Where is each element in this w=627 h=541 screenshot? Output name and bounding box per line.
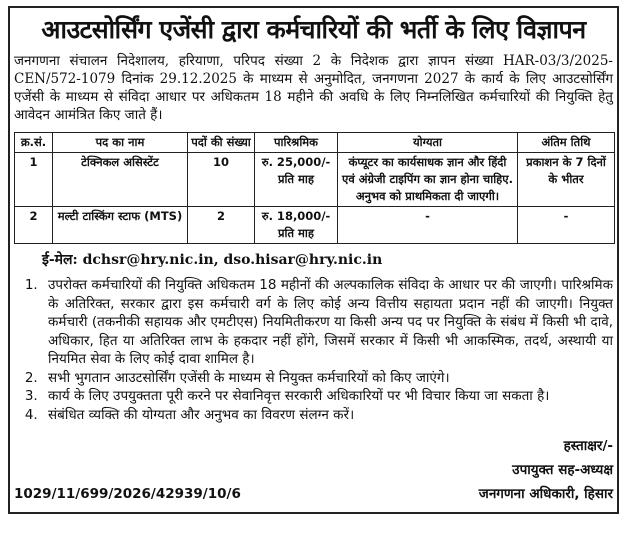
signature-designation: उपायुक्त सह-अध्यक्ष [512,462,613,478]
header-last-date: अंतिम तिथि [518,133,615,153]
signature-signed: हस्ताक्षर/- [563,438,613,454]
list-item: 2. सभी भुगतान आउटसोर्सिंग एजेंसी के माध्यम से नियुक्त कर्मचारियों को किए जाएंगे। [42,369,613,388]
contact-email: ई-मेल: dchsr@hry.nic.in, dso.hisar@hry.nic.in [42,252,383,268]
cell-post-count: 2 [188,207,255,244]
header-salary: पारिश्रमिक [255,133,338,153]
reference-code: 1029/11/699/2026/42939/10/6 [14,486,241,502]
list-item: 3. कार्य के लिए उपयुक्तता पूरी करने पर सेवानिवृत्त सरकारी अधिकारियों पर भी विचार किया जा सकता है। [42,387,613,406]
cell-qualification: कंप्यूटर का कार्यसाधक ज्ञान और हिंदी एवं अंग्रेजी टाइपिंग का ज्ञान होना चाहिए. अनुभव को प्राथमिकता दी जाएगी। [338,153,518,207]
list-item: 1. उपरोक्त कर्मचारियों की नियुक्ति अधिकतम 18 महीनों की अल्पकालिक संविदा के आधार पर की जाएगी। पारिश्रमिक के अतिरिक्त, सरकार द्वारा इस कर्मचारी वर्ग के लिए कोई अन्य वित्तीय सहायता प्रदान नहीं की जाएगी। नियुक्त कर्मचारी (तकनीकी सहायक और एमटीएस) नियमितीकरण या किसी अन्य पद पर नियुक्ति के संबंध में किसी भी दावे, अधिकार, हित या अतिरिक्त लाभ के हकदार नहीं होंगे, जिसमें सरकार में किसी भी आकस्मिक, तदर्थ, अस्थायी या नियमित सेवा के लिए कोई दावा शामिल है। [42,276,613,369]
signature-block [14,434,613,482]
ad-title: आउटसोर्सिंग एजेंसी द्वारा कर्मचारियों की भर्ती के लिए विज्ञापन [41,15,586,44]
cell-serial: 2 [15,207,53,244]
header-qualification: योग्यता [338,133,518,153]
header-post-name: पद का नाम [53,133,188,153]
cell-salary: रु. 18,000/- प्रति माह [255,207,338,244]
table-row [15,153,615,207]
advertisement-border [8,6,619,514]
signature-office: जनगणना अधिकारी, हिसार [478,486,613,502]
table-header-row [15,133,615,153]
cell-serial: 1 [15,153,53,207]
vacancy-table [14,132,615,244]
intro-paragraph: जनगणना संचालन निदेशालय, हरियाणा, परिपद संख्या 2 के निदेशक द्वारा ज्ञापन संख्या HAR-03/3/2025-CEN/572-1079 दिनांक 29.12.2025 के माध्यम से अनुमोदित, जनगणना 2027 के कार्य के लिए आउटसोर्सिंग एजेंसी के माध्यम से संविदा आधार पर अधिकतम 18 महीने की अवधि के लिए निम्नलिखित कर्मचारियों की नियुक्ति हेतु आवेदन आमंत्रित किए जाते हैं। [14,53,613,123]
header-serial: क्र.सं. [15,133,53,153]
list-item: 4. संबंधित व्यक्ति की योग्यता और अनुभव का विवरण संलग्न करें। [42,406,613,425]
footer-row [14,482,613,506]
header-post-count: पदों की संख्या [188,133,255,153]
cell-last-date: - [518,207,615,244]
terms-list [14,276,613,424]
cell-post-name: मल्टी टास्किंग स्टाफ (MTS) [53,207,188,244]
cell-post-count: 10 [188,153,255,207]
cell-salary: रु. 25,000/- प्रति माह [255,153,338,207]
cell-qualification: - [338,207,518,244]
cell-last-date: प्रकाशन के 7 दिनों के भीतर [518,153,615,207]
table-row [15,207,615,244]
cell-post-name: टेक्निकल असिस्टेंट [53,153,188,207]
